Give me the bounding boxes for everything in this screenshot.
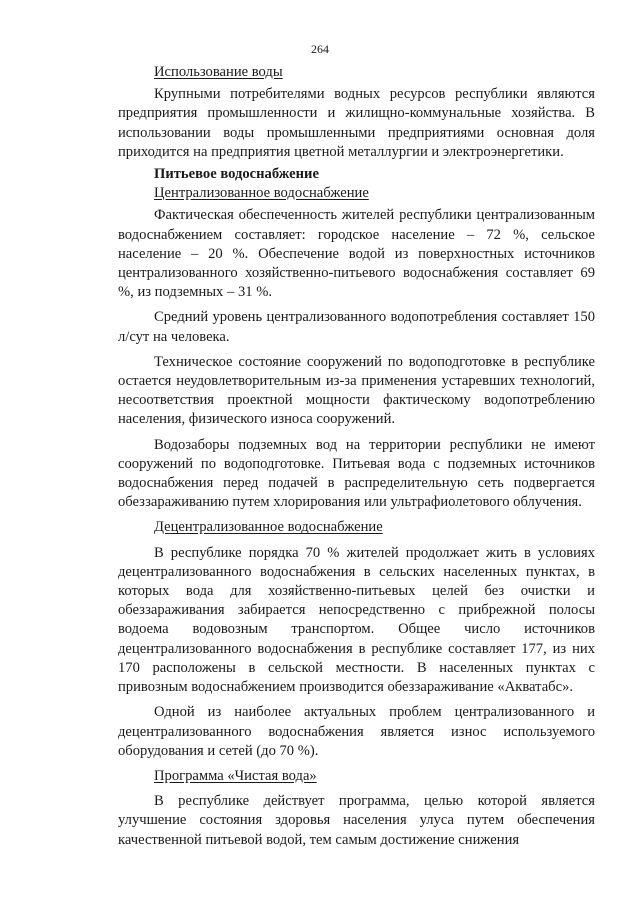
paragraph: Крупными потребителями водных ресурсов республики являются предприятия промышленности и жилищно-коммунальные хозяйства. В использовании воды промышленными предприятиями основная доля приходится на предприятия цветной металлургии и электроэнергетики. <box>118 86 595 160</box>
document-body <box>118 63 595 850</box>
paragraph: В республике действует программа, целью которой является улучшение состояния здоровья населения улуса путем обеспечения качественной питьевой водой, тем самым достижение снижения <box>118 793 595 848</box>
paragraph: Одной из наиболее актуальных проблем централизованного и децентрализованного водоснабжения является износ используемого оборудования и сетей (до 70 %). <box>118 704 595 759</box>
section-heading-program: Программа «Чистая вода» <box>154 767 317 784</box>
paragraph: Техническое состояние сооружений по водоподготовке в республике остается неудовлетворительным из-за применения устаревших технологий, несоответствия проектной мощности фактическому водопотреблению населения, физического износа сооружений. <box>118 353 595 428</box>
section-heading-decentralized: Децентрализованное водоснабжение <box>154 519 383 536</box>
section-heading-centralized: Централизованное водоснабжение <box>154 185 369 202</box>
page-number: 264 <box>311 42 329 56</box>
section-heading-drinking-supply: Питьевое водоснабжение <box>154 166 319 183</box>
paragraph: Фактическая обеспеченность жителей республики централизованным водоснабжением составляет: городское население – 72 %, сельское население – 20 %. Обеспечение водой из поверхностных источников централизованного хозяйственно-питьевого водоснабжения составляет 69 %, из подземных – 31 %. <box>118 207 595 301</box>
paragraph: В республике порядка 70 % жителей продолжает жить в условиях децентрализованного водоснабжения в сельских населенных пунктах, в которых вода для хозяйственно-питьевых целей без очистки и обеззараживания забирается непосредственно с прибрежной полосы водоема водовозным транспортом. Общее число источников децентрализованного водоснабжения в республике составляет 177, из них 170 расположены в сельской местности. В населенных пунктах с привозным водоснабжением производится обеззараживание «Акватабс». <box>118 544 595 696</box>
paragraph: Средний уровень централизованного водопотребления составляет 150 л/сут на человека. <box>118 309 595 345</box>
paragraph: Водозаборы подземных вод на территории республики не имеют сооружений по водоподготовке. Питьевая вода с подземных источников водоснабжения перед подачей в распределительную сеть подвергается обеззараживанию путем хлорирования или ультрафиолетового облучения. <box>118 436 595 511</box>
section-heading-water-use: Использование воды <box>154 64 283 80</box>
